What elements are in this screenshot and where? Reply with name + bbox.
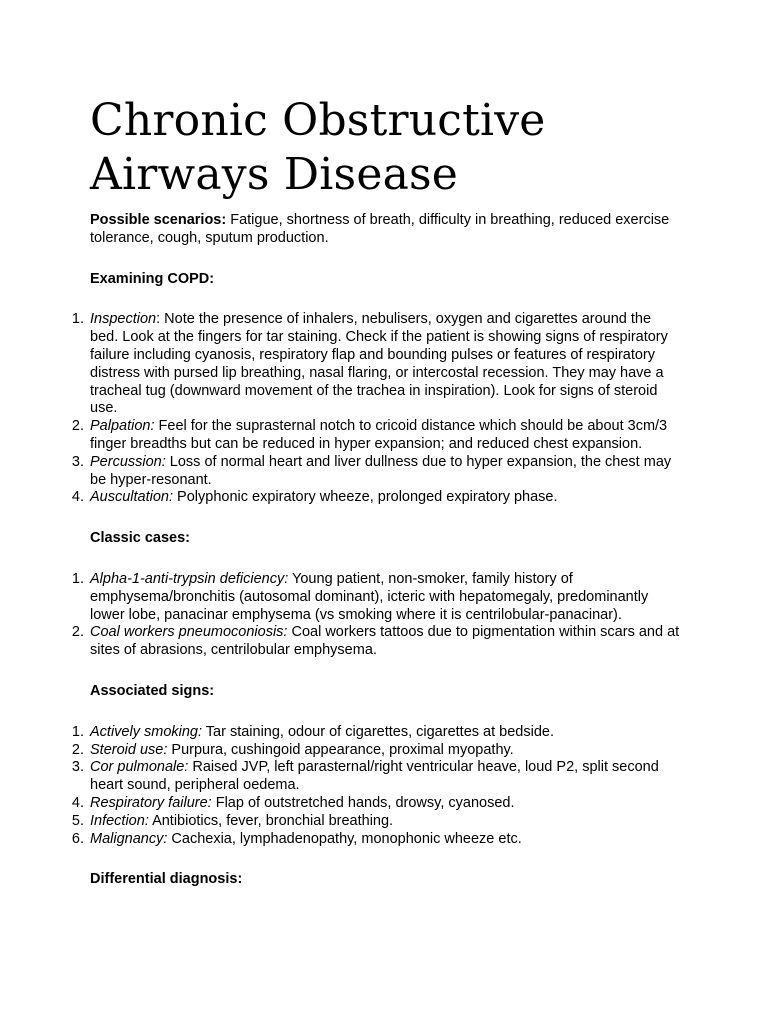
examining-copd-list xyxy=(71,311,682,507)
list-text: Coal workers tattoos due to pigmentation within scars and at sites of abrasions, centrilobular emphysema. xyxy=(90,624,680,659)
list-number: 2. xyxy=(71,418,84,435)
list-term: Coal workers pneumoconiosis: xyxy=(90,624,288,641)
examining-copd-heading: Examining COPD: xyxy=(90,270,215,287)
list-item xyxy=(71,723,682,742)
list-term: Steroid use: xyxy=(90,741,168,758)
list-text: Flap of outstretched hands, drowsy, cyanosed. xyxy=(211,794,515,811)
list-text: Antibiotics, fever, bronchial breathing. xyxy=(148,812,394,829)
list-item xyxy=(71,759,682,795)
list-term: Inspection xyxy=(90,311,157,328)
list-number: 1. xyxy=(71,570,84,587)
list-number: 4. xyxy=(71,489,84,506)
list-item xyxy=(71,830,682,849)
differential-diagnosis-heading: Differential diagnosis: xyxy=(90,871,243,888)
list-number: 6. xyxy=(71,830,84,847)
list-number: 1. xyxy=(71,311,84,328)
list-item xyxy=(71,570,682,624)
list-term: Malignancy: xyxy=(90,830,168,847)
list-item xyxy=(71,794,682,813)
list-term: Percussion: xyxy=(90,453,166,470)
list-number: 5. xyxy=(71,812,84,829)
list-text: Purpura, cushingoid appearance, proximal myopathy. xyxy=(167,741,514,758)
list-term: Infection: xyxy=(90,812,149,829)
list-text: Loss of normal heart and liver dullness due to hyper expansion, the chest may be hyper-resonant. xyxy=(90,453,672,488)
list-term: Palpation: xyxy=(90,418,155,435)
list-item xyxy=(71,311,682,418)
list-text: Young patient, non-smoker, family history of emphysema/bronchitis (autosomal dominant), icteric with hepatomegaly, predominantly lower lobe, panacinar emphysema (vs smoking where it is centrilobular-panacinar). xyxy=(90,570,649,623)
list-text: : Note the presence of inhalers, nebulisers, oxygen and cigarettes around the bed. Look at the fingers for tar staining. Check if the patient is showing signs of respiratory failure including cyanosis, respiratory flap and bounding pulses or features of respiratory distress with pursed lip breathing, nasal flaring, or intercostal recession. They may have a tracheal tug (downward movement of the trachea in inspiration). Look for signs of steroid use. xyxy=(90,311,668,417)
possible-scenarios-paragraph xyxy=(90,212,682,248)
list-number: 2. xyxy=(71,741,84,758)
list-text: Raised JVP, left parasternal/right ventricular heave, loud P2, split second heart sound, peripheral oedema. xyxy=(90,759,659,794)
list-text: Polyphonic expiratory wheeze, prolonged expiratory phase. xyxy=(173,489,558,506)
list-item xyxy=(71,812,682,831)
list-text: Feel for the suprasternal notch to cricoid distance which should be about 3cm/3 finger breadths but can be reduced in hyper expansion; and reduced chest expansion. xyxy=(90,418,668,452)
associated-signs-heading: Associated signs: xyxy=(90,682,215,699)
list-number: 1. xyxy=(71,723,84,740)
list-item xyxy=(71,489,682,507)
list-number: 4. xyxy=(71,794,84,811)
list-term: Cor pulmonale: xyxy=(90,759,189,776)
list-number: 3. xyxy=(71,453,84,470)
list-item xyxy=(71,741,682,760)
list-term: Auscultation: xyxy=(90,489,174,506)
possible-scenarios-label: Possible scenarios: xyxy=(90,212,227,228)
list-text: Tar staining, odour of cigarettes, cigarettes at bedside. xyxy=(202,723,554,740)
list-term: Respiratory failure: xyxy=(90,794,212,811)
document-page xyxy=(71,94,682,889)
classic-cases-heading: Classic cases: xyxy=(90,530,190,547)
list-number: 2. xyxy=(71,624,84,641)
list-item xyxy=(71,453,682,490)
associated-signs-list xyxy=(71,723,682,849)
list-text: Cachexia, lymphadenopathy, monophonic wheeze etc. xyxy=(167,830,522,847)
list-number: 3. xyxy=(71,759,84,776)
list-item xyxy=(71,418,682,454)
possible-scenarios-text: Fatigue, shortness of breath, difficulty in breathing, reduced exercise tolerance, cough, sputum production. xyxy=(90,212,670,246)
list-item xyxy=(71,624,682,660)
list-term: Actively smoking: xyxy=(90,723,203,740)
document-title: Chronic Obstructive Airways Disease xyxy=(90,95,546,200)
list-term: Alpha-1-anti-trypsin deficiency: xyxy=(90,570,289,587)
classic-cases-list xyxy=(71,570,682,660)
